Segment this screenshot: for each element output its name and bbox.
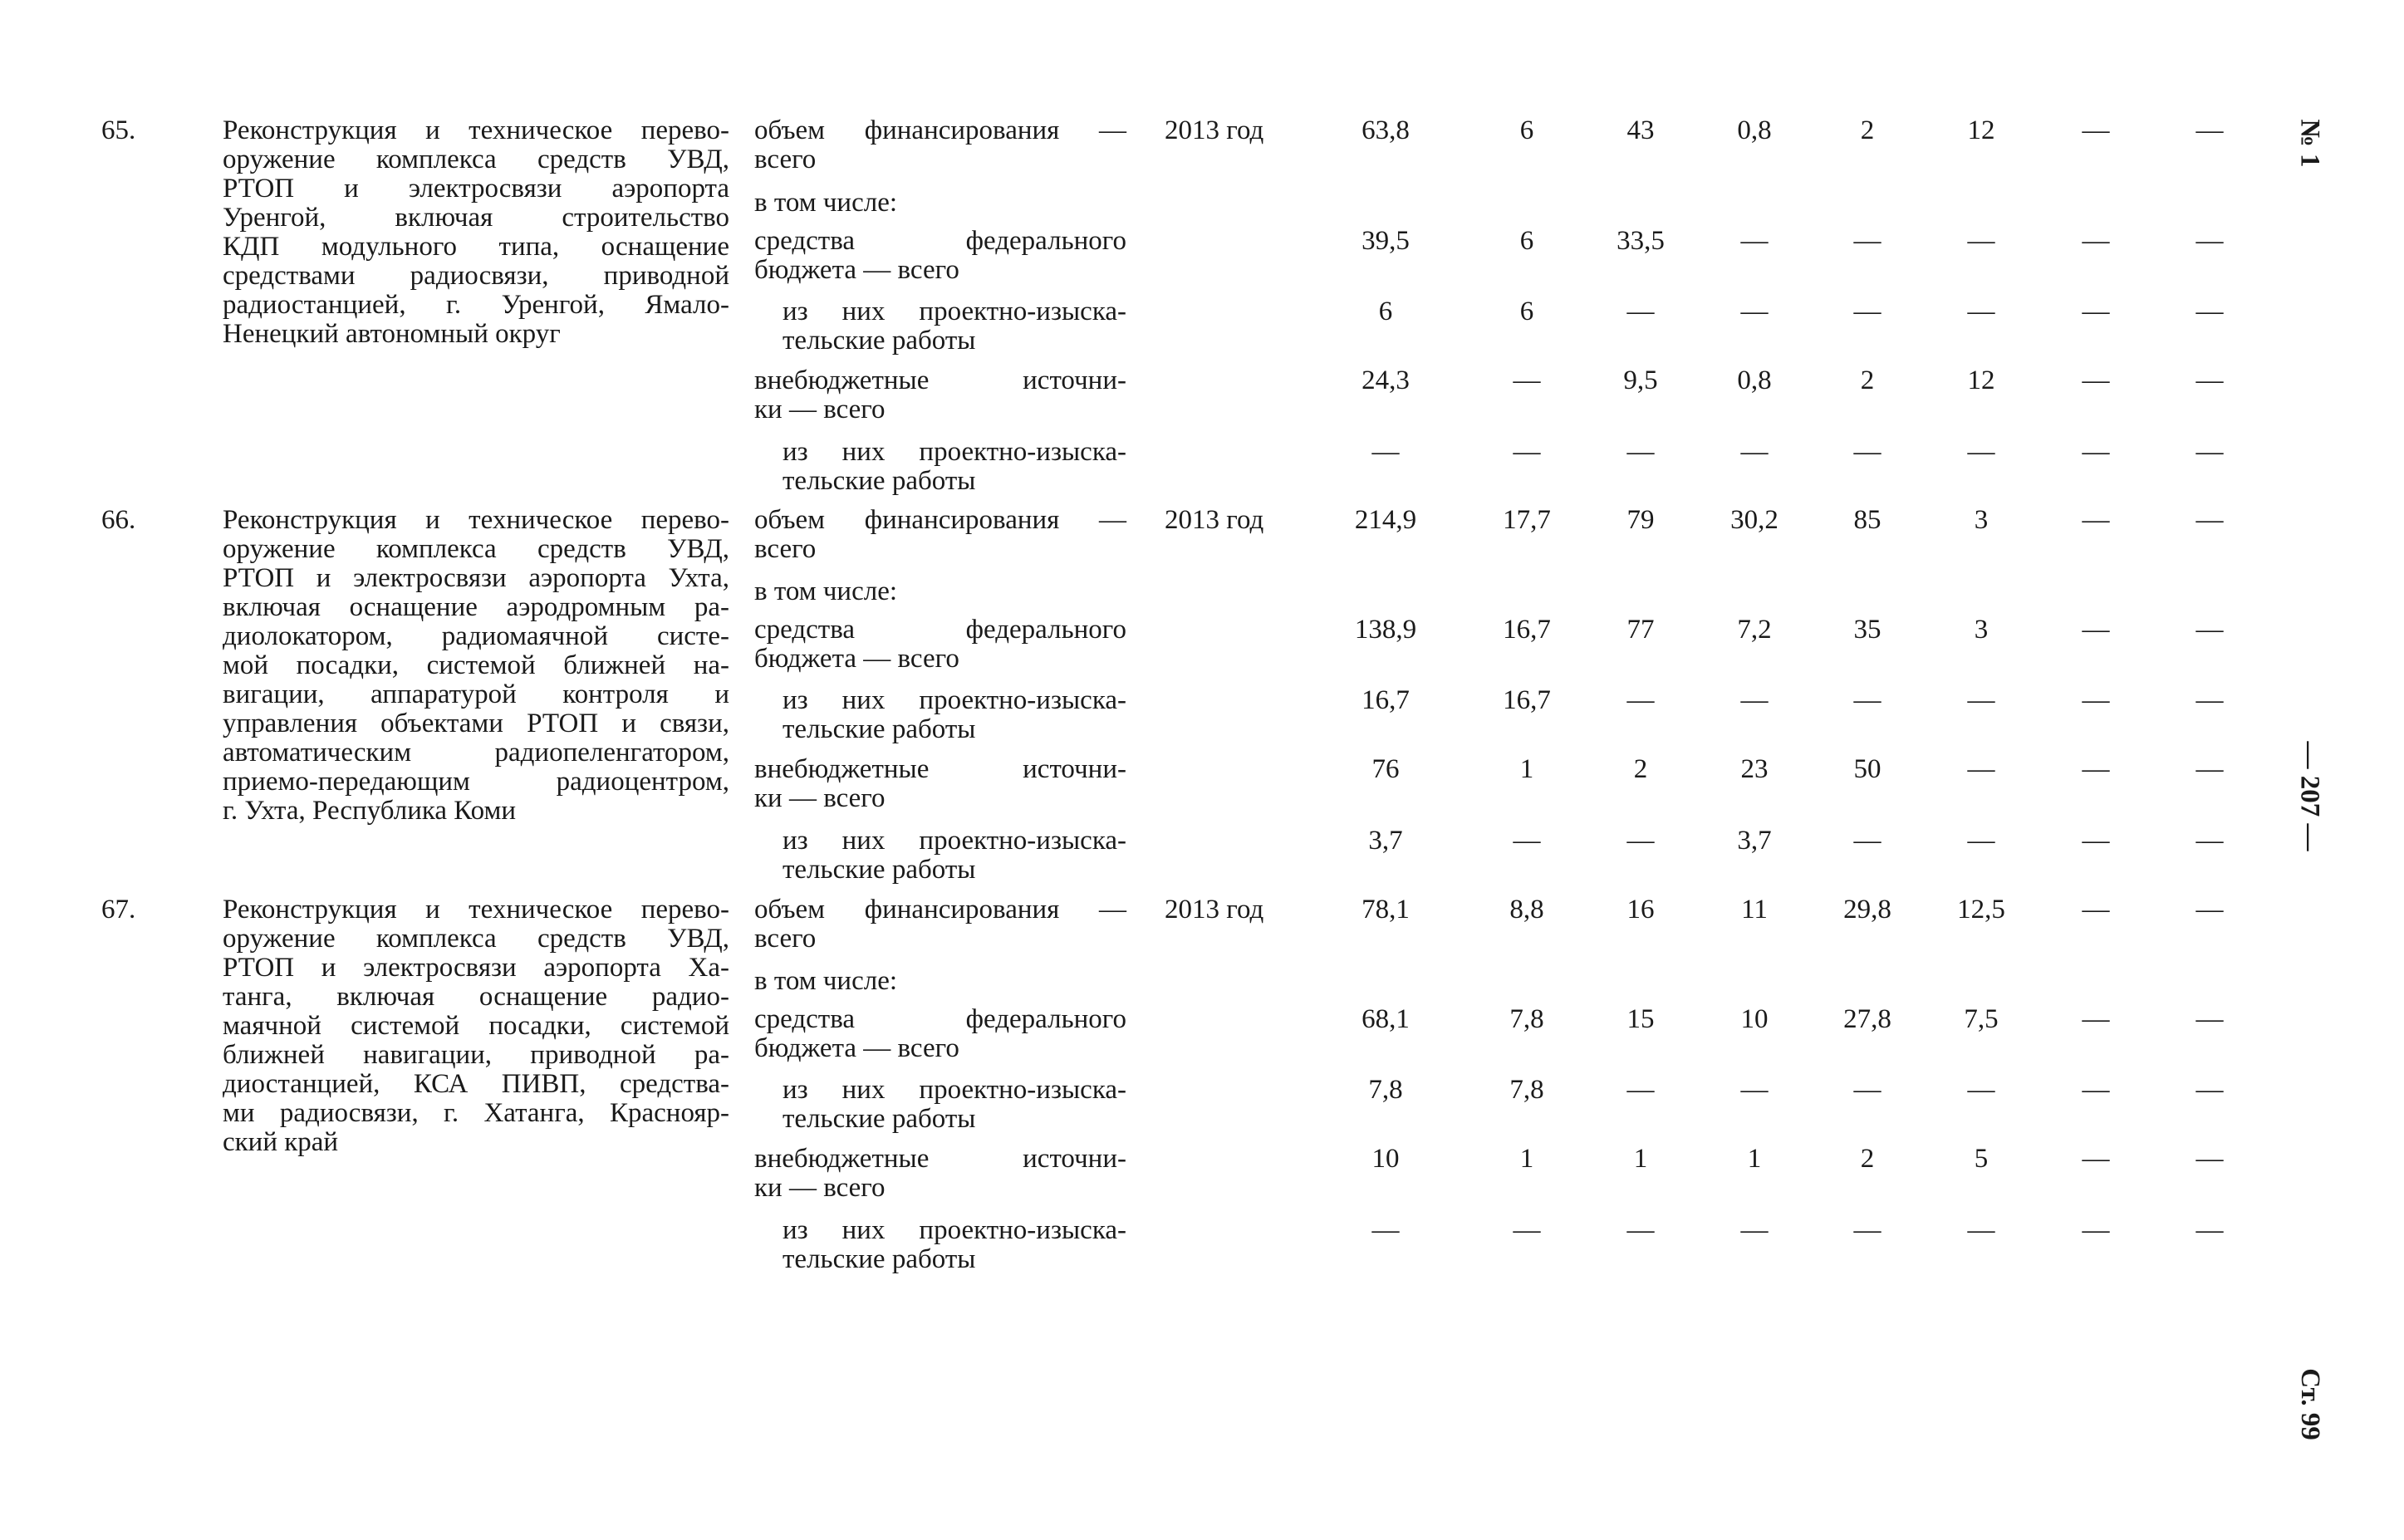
issue-number: № 1 (2294, 119, 2325, 167)
item-number: 66. (101, 505, 136, 535)
table-cell: — (1853, 685, 1881, 715)
description-line: включая оснащение аэродромным ра- (223, 592, 729, 622)
table-cell: — (2195, 1215, 2224, 1245)
description-line: диостанцией, КСА ПИВП, средства- (223, 1069, 729, 1099)
table-cell: 16,7 (1503, 685, 1551, 715)
row-label-line: из них проектно-изыска- (783, 685, 1126, 715)
table-cell: 7,8 (1509, 1004, 1544, 1034)
table-cell: — (1626, 1215, 1655, 1245)
row-label-design (783, 826, 1126, 885)
table-cell: 1 (1633, 1144, 1648, 1174)
row-label-line: из них проектно-изыска- (783, 297, 1126, 326)
table-cell: 16,7 (1503, 615, 1551, 645)
table-cell: — (2082, 895, 2110, 924)
table-cell: 6 (1519, 297, 1534, 326)
table-cell: — (1967, 1215, 1995, 1245)
item-year: 2013 год (1165, 505, 1264, 535)
table-cell: — (1967, 437, 1995, 467)
table-cell: — (1853, 226, 1881, 256)
table-cell: 68,1 (1361, 1004, 1410, 1034)
row-label-line: внебюджетные источни- (754, 1144, 1126, 1174)
table-cell: 33,5 (1617, 226, 1665, 256)
table-cell: — (1967, 1075, 1995, 1105)
table-cell: 16,7 (1361, 685, 1410, 715)
row-label-line: внебюджетные источни- (754, 365, 1126, 395)
description-line: Ненецкий автономный округ (223, 319, 561, 349)
table-cell: — (1740, 226, 1769, 256)
description-line: ский край (223, 1127, 339, 1157)
table-cell: 9,5 (1623, 365, 1658, 395)
description-line: диолокатором, радиомаячной систе- (223, 621, 729, 651)
table-cell: 10 (1740, 1004, 1769, 1034)
table-cell: — (2082, 297, 2110, 326)
table-cell: 12,5 (1957, 895, 2005, 924)
row-label-total (754, 116, 1126, 174)
table-cell: 43 (1626, 115, 1655, 145)
table-cell: — (1740, 437, 1769, 467)
row-label-design (783, 1076, 1126, 1134)
description-line: КДП модульного типа, оснащение (223, 232, 729, 262)
table-cell: — (2195, 297, 2224, 326)
table-cell: — (1740, 1075, 1769, 1105)
table-cell: 138,9 (1354, 615, 1417, 645)
row-label-including (754, 967, 1126, 996)
row-label-line: бюджета — всего (754, 255, 959, 285)
table-cell: — (1513, 826, 1541, 856)
row-label-line: всего (754, 924, 817, 954)
table-cell: — (1853, 1075, 1881, 1105)
table-cell: — (1626, 685, 1655, 715)
row-label-federal (754, 1005, 1126, 1063)
table-cell: 78,1 (1361, 895, 1410, 924)
table-cell: — (2195, 754, 2224, 784)
description-line: танга, включая оснащение радио- (223, 982, 729, 1012)
table-cell: 2 (1860, 1144, 1875, 1174)
table-cell: 3 (1974, 615, 1989, 645)
row-label-including (754, 189, 1126, 218)
table-cell: — (1967, 754, 1995, 784)
table-cell: — (2195, 895, 2224, 924)
table-cell: 50 (1853, 754, 1881, 784)
table-cell: 39,5 (1361, 226, 1410, 256)
table-cell: 6 (1519, 226, 1534, 256)
table-cell: — (2195, 685, 2224, 715)
row-label-extra (754, 366, 1126, 424)
row-label-line: средства федерального (754, 615, 1126, 645)
description-line: Реконструкция и техническое перево- (223, 505, 729, 535)
table-cell: 1 (1747, 1144, 1762, 1174)
table-cell: — (1740, 297, 1769, 326)
table-cell: — (1513, 365, 1541, 395)
row-label-line: тельские работы (783, 714, 976, 744)
description-line: управления объектами РТОП и связи, (223, 709, 729, 738)
table-cell: — (2082, 1075, 2110, 1105)
table-cell: 1 (1519, 754, 1534, 784)
row-label-line: из них проектно-изыска- (783, 437, 1126, 467)
description-line: Реконструкция и техническое перево- (223, 115, 729, 145)
table-cell: 12 (1967, 365, 1995, 395)
table-cell: — (2195, 226, 2224, 256)
table-cell: 2 (1860, 365, 1875, 395)
description-line: ближней навигации, приводной ра- (223, 1040, 729, 1070)
table-cell: 8,8 (1509, 895, 1544, 924)
row-label-line: объем финансирования — (754, 895, 1126, 924)
row-label-line: бюджета — всего (754, 644, 959, 674)
row-label-line: в том числе: (754, 188, 898, 218)
description-line: РТОП и электросвязи аэропорта Ха- (223, 953, 729, 983)
table-cell: — (1626, 1075, 1655, 1105)
article-number: Ст. 99 (2294, 1367, 2325, 1440)
item-description (223, 506, 729, 826)
description-line: г. Ухта, Республика Коми (223, 796, 517, 826)
table-cell: — (1853, 297, 1881, 326)
row-label-line: всего (754, 145, 817, 174)
item-year: 2013 год (1165, 895, 1264, 924)
table-cell: — (1967, 297, 1995, 326)
table-cell: 30,2 (1730, 505, 1778, 535)
table-cell: 0,8 (1737, 115, 1772, 145)
row-label-total (754, 895, 1126, 954)
description-line: оружение комплекса средств УВД, (223, 534, 729, 564)
item-number: 67. (101, 895, 136, 924)
table-cell: — (2082, 1144, 2110, 1174)
table-cell: — (1740, 685, 1769, 715)
table-cell: 85 (1853, 505, 1881, 535)
item-number: 65. (101, 115, 136, 145)
row-label-line: в том числе: (754, 576, 898, 606)
table-cell: 77 (1626, 615, 1655, 645)
row-label-line: тельские работы (783, 466, 976, 496)
table-cell: 7,5 (1964, 1004, 1999, 1034)
table-cell: 7,2 (1737, 615, 1772, 645)
row-label-line: ки — всего (754, 395, 886, 424)
table-cell: 10 (1371, 1144, 1400, 1174)
row-label-line: тельские работы (783, 855, 976, 885)
table-cell: — (2082, 826, 2110, 856)
table-cell: — (2082, 754, 2110, 784)
table-cell: 7,8 (1368, 1075, 1403, 1105)
item-year: 2013 год (1165, 115, 1264, 145)
description-line: РТОП и электросвязи аэропорта (223, 174, 729, 204)
row-label-total (754, 506, 1126, 564)
table-cell: 2 (1860, 115, 1875, 145)
row-label-line: из них проектно-изыска- (783, 1075, 1126, 1105)
table-cell: — (1967, 685, 1995, 715)
table-cell: 1 (1519, 1144, 1534, 1174)
table-cell: — (1853, 1215, 1881, 1245)
description-line: ми радиосвязи, г. Хатанга, Краснояр- (223, 1098, 729, 1128)
description-line: радиостанцией, г. Уренгой, Ямало- (223, 290, 729, 320)
table-cell: — (1626, 437, 1655, 467)
table-cell: — (2195, 437, 2224, 467)
table-cell: 23 (1740, 754, 1769, 784)
table-cell: — (2195, 826, 2224, 856)
description-line: оружение комплекса средств УВД, (223, 145, 729, 174)
row-label-line: объем финансирования — (754, 115, 1126, 145)
table-cell: 214,9 (1354, 505, 1417, 535)
table-cell: 35 (1853, 615, 1881, 645)
item-description (223, 116, 729, 349)
table-cell: 6 (1378, 297, 1393, 326)
table-cell: 0,8 (1737, 365, 1772, 395)
row-label-extra (754, 755, 1126, 813)
table-cell: — (1513, 437, 1541, 467)
row-label-federal (754, 616, 1126, 674)
table-cell: — (1853, 826, 1881, 856)
row-label-line: из них проектно-изыска- (783, 826, 1126, 856)
table-cell: 76 (1371, 754, 1400, 784)
table-cell: 6 (1519, 115, 1534, 145)
table-cell: 15 (1626, 1004, 1655, 1034)
description-line: автоматическим радиопеленгатором, (223, 738, 729, 768)
table-cell: — (2082, 615, 2110, 645)
description-line: маячной системой посадки, системой (223, 1011, 729, 1041)
row-label-line: средства федерального (754, 226, 1126, 256)
table-cell: — (2082, 1004, 2110, 1034)
description-line: приемо-передающим радиоцентром, (223, 767, 729, 797)
description-line: Уренгой, включая строительство (223, 203, 729, 233)
row-label-line: средства федерального (754, 1004, 1126, 1034)
row-label-line: объем финансирования — (754, 505, 1126, 535)
table-cell: — (2082, 1215, 2110, 1245)
row-label-including (754, 577, 1126, 606)
table-cell: 16 (1626, 895, 1655, 924)
table-cell: — (1967, 826, 1995, 856)
table-cell: — (1371, 437, 1400, 467)
row-label-federal (754, 227, 1126, 285)
description-line: мой посадки, системой ближней на- (223, 650, 729, 680)
table-cell: — (1740, 1215, 1769, 1245)
row-label-line: из них проектно-изыска- (783, 1215, 1126, 1245)
row-label-line: тельские работы (783, 326, 976, 356)
table-cell: 79 (1626, 505, 1655, 535)
table-cell: 11 (1741, 895, 1768, 924)
table-cell: — (2082, 226, 2110, 256)
row-label-design (783, 1216, 1126, 1274)
table-cell: 63,8 (1361, 115, 1410, 145)
row-label-line: всего (754, 534, 817, 564)
table-cell: — (2082, 365, 2110, 395)
table-cell: 5 (1974, 1144, 1989, 1174)
row-label-line: ки — всего (754, 783, 886, 813)
row-label-design (783, 686, 1126, 744)
row-label-line: ки — всего (754, 1173, 886, 1203)
table-cell: 27,8 (1843, 1004, 1891, 1034)
row-label-design (783, 297, 1126, 356)
table-cell: 17,7 (1503, 505, 1551, 535)
row-label-line: тельские работы (783, 1104, 976, 1134)
description-line: Реконструкция и техническое перево- (223, 895, 729, 924)
table-cell: — (1626, 297, 1655, 326)
table-cell: — (2195, 505, 2224, 535)
description-line: РТОП и электросвязи аэропорта Ухта, (223, 563, 729, 593)
table-cell: — (1853, 437, 1881, 467)
table-cell: — (2195, 1144, 2224, 1174)
table-cell: 7,8 (1509, 1075, 1544, 1105)
row-label-line: бюджета — всего (754, 1033, 959, 1063)
row-label-line: в том числе: (754, 966, 898, 996)
table-cell: 3,7 (1368, 826, 1403, 856)
table-cell: — (1371, 1215, 1400, 1245)
row-label-extra (754, 1145, 1126, 1203)
table-cell: — (1967, 226, 1995, 256)
table-cell: — (2195, 1075, 2224, 1105)
table-cell: 2 (1633, 754, 1648, 784)
table-cell: — (2082, 505, 2110, 535)
row-label-line: внебюджетные источни- (754, 754, 1126, 784)
table-cell: — (2082, 115, 2110, 145)
table-cell: 3,7 (1737, 826, 1772, 856)
description-line: средствами радиосвязи, приводной (223, 261, 729, 291)
table-cell: — (2082, 685, 2110, 715)
description-line: вигации, аппаратурой контроля и (223, 679, 729, 709)
table-cell: — (2195, 115, 2224, 145)
row-label-design (783, 438, 1126, 496)
table-cell: — (2195, 615, 2224, 645)
table-cell: — (2082, 437, 2110, 467)
table-cell: — (2195, 365, 2224, 395)
table-cell: 12 (1967, 115, 1995, 145)
row-label-line: тельские работы (783, 1244, 976, 1274)
table-cell: — (1626, 826, 1655, 856)
description-line: оружение комплекса средств УВД, (223, 924, 729, 954)
table-cell: 3 (1974, 505, 1989, 535)
table-cell: — (1513, 1215, 1541, 1245)
table-cell: — (2195, 1004, 2224, 1034)
page-number: — 207 — (2294, 741, 2325, 851)
item-description (223, 895, 729, 1157)
table-cell: 24,3 (1361, 365, 1410, 395)
table-cell: 29,8 (1843, 895, 1891, 924)
